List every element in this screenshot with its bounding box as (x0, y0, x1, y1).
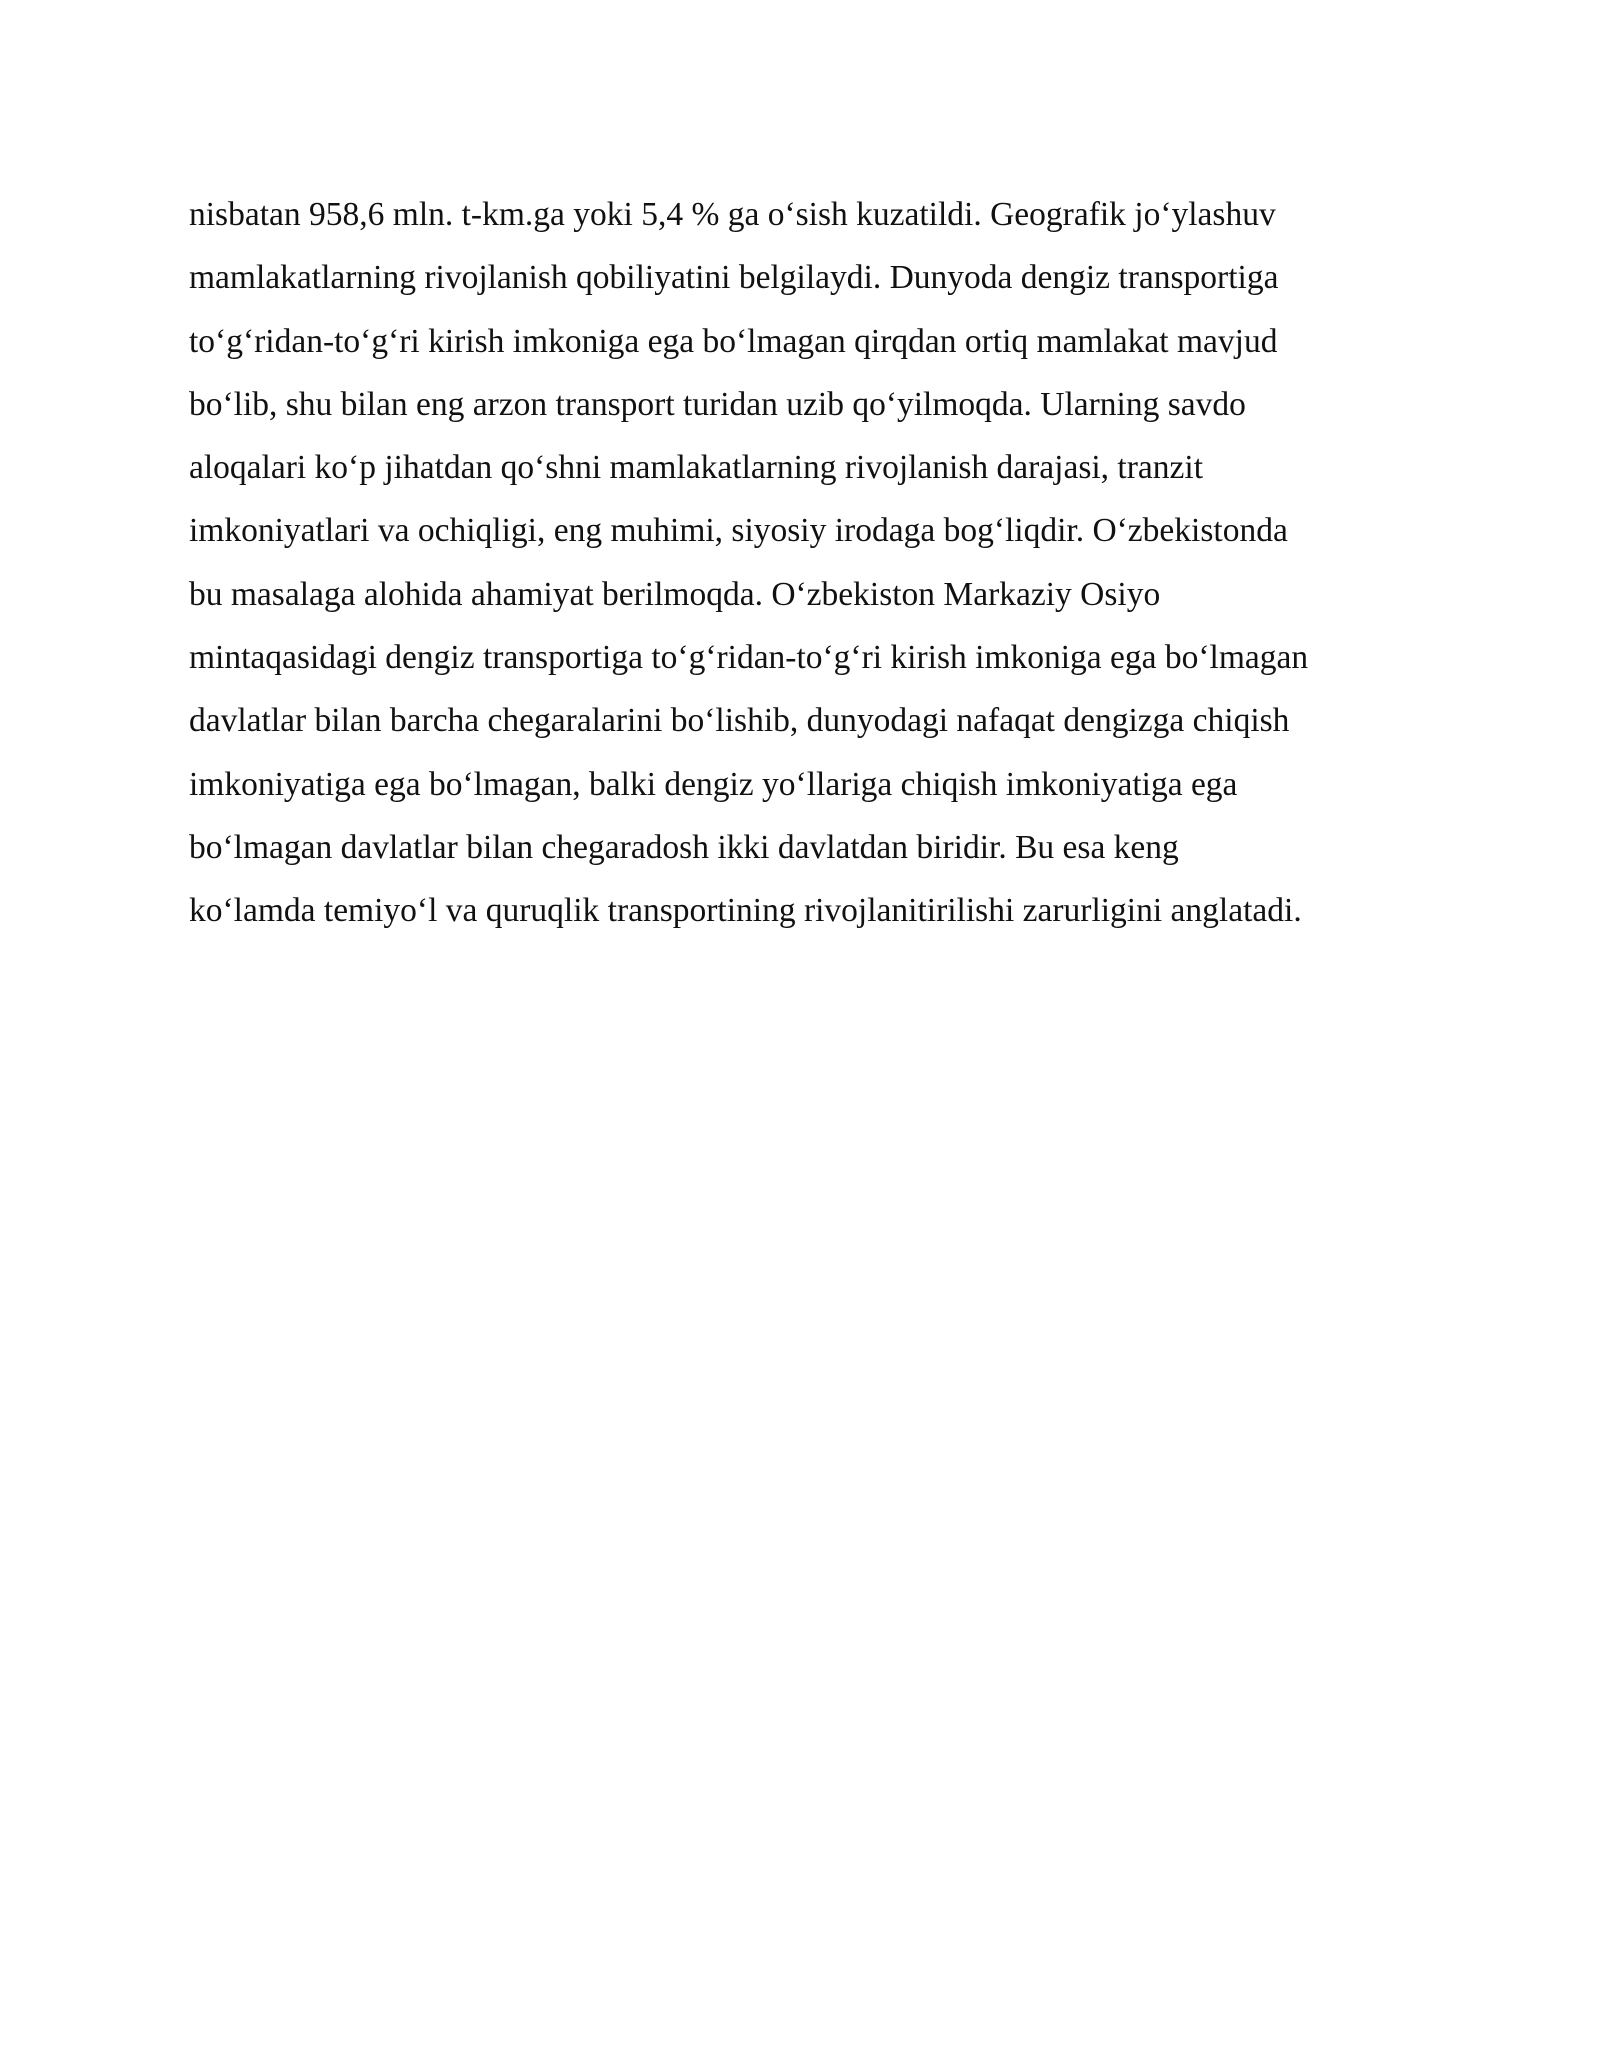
paragraph-line: mintaqasidagi dengiz transportiga to‘g‘ridan-to‘g‘ri kirish imkoniga ega bo‘lmagan (189, 639, 1309, 677)
body-paragraph (189, 183, 1412, 943)
paragraph-line: aloqalari ko‘p jihatdan qo‘shni mamlakatlarning rivojlanish darajasi, tranzit (189, 449, 1203, 487)
paragraph-line: davlatlar bilan barcha chegaralarini bo‘lishib, dunyodagi nafaqat dengizga chiqish (189, 702, 1290, 740)
paragraph-line: mamlakatlarning rivojlanish qobiliyatini belgilaydi. Dunyoda dengiz transportiga (189, 259, 1279, 297)
paragraph-line: bo‘lmagan davlatlar bilan chegaradosh ikki davlatdan biridir. Bu esa keng (189, 828, 1179, 866)
paragraph-line: bu masalaga alohida ahamiyat berilmoqda. O‘zbekiston Markaziy Osiyo (189, 575, 1161, 613)
paragraph-line-last: ko‘lamda temiyo‘l va quruqlik transportining rivojlanitirilishi zarurligini anglatadi. (189, 892, 1302, 930)
paragraph-line: imkoniyatlari va ochiqligi, eng muhimi, siyosiy irodaga bog‘liqdir. O‘zbekistonda (189, 512, 1288, 550)
paragraph-line: imkoniyatiga ega bo‘lmagan, balki dengiz yo‘llariga chiqish imkoniyatiga ega (189, 765, 1238, 803)
paragraph-line: bo‘lib, shu bilan eng arzon transport turidan uzib qo‘yilmoqda. Ularning savdo (189, 385, 1246, 423)
paragraph-line: nisbatan 958,6 mln. t-km.ga yoki 5,4 % ga o‘sish kuzatildi. Geografik jo‘ylashuv (189, 196, 1276, 233)
paragraph-line: to‘g‘ridan-to‘g‘ri kirish imkoniga ega bo‘lmagan qirqdan ortiq mamlakat mavjud (189, 322, 1278, 360)
